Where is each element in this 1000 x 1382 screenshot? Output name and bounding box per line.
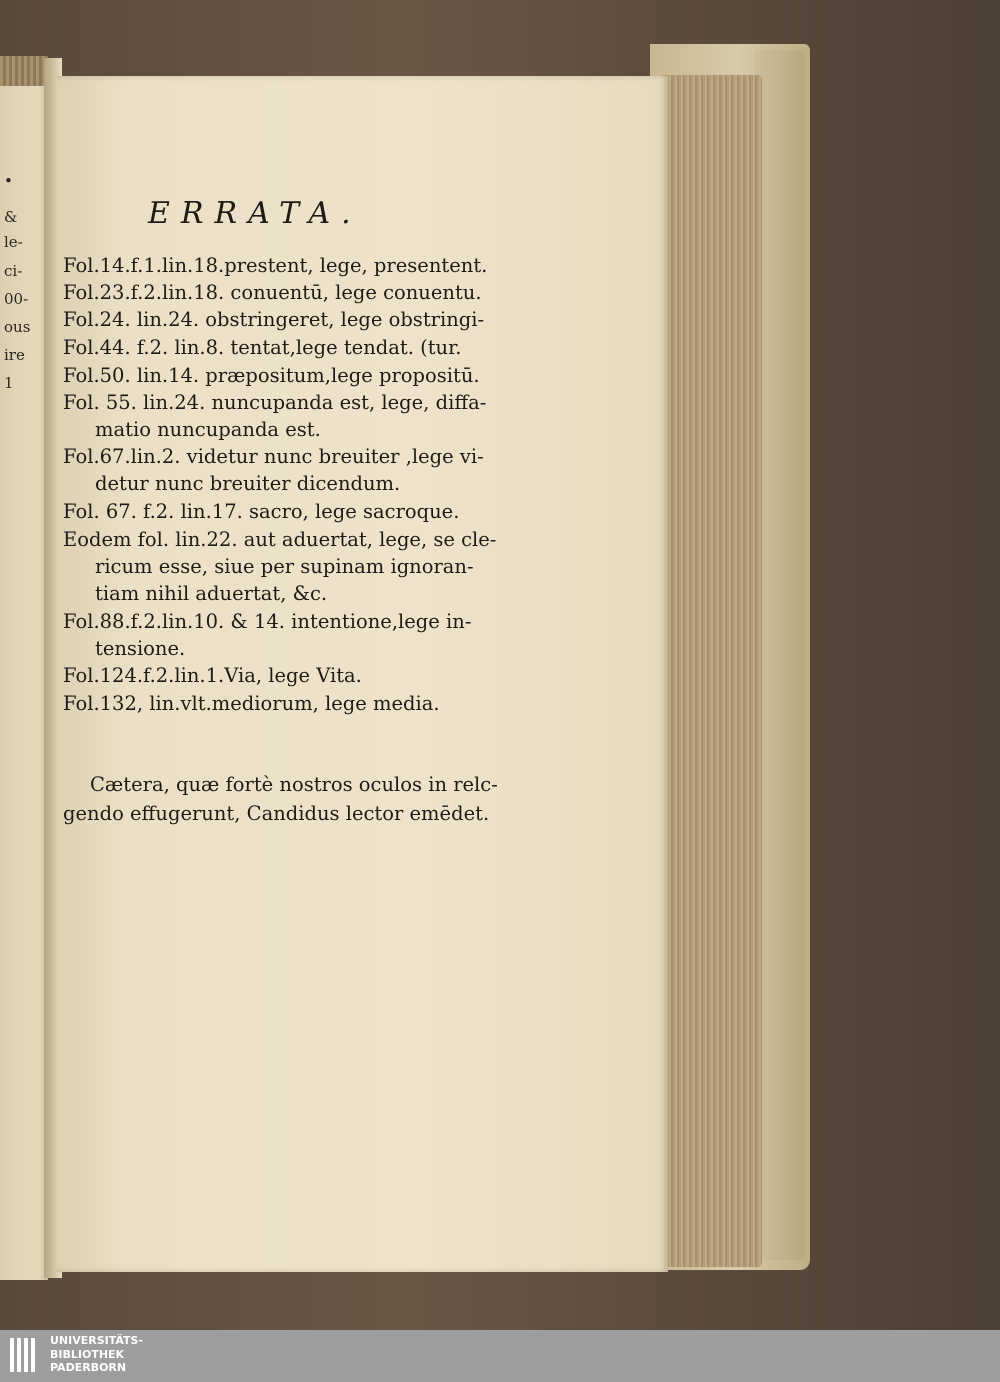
errata-entry: Fol. 67. f.2. lin.17. sacro, lege sacroque. [63,500,460,523]
left-fragment: 00- [4,290,29,308]
closing-line: gendo effugerunt, Candidus lector emēdet. [63,802,490,825]
left-fragment: ci- [4,262,23,280]
errata-entry: Eodem fol. lin.22. aut aduertat, lege, se cle- [63,528,497,551]
left-page-header-band [0,56,48,86]
errata-continuation: tiam nihil aduertat, &c. [95,582,328,605]
errata-continuation: matio nuncupanda est. [95,418,321,441]
left-fragment: 1 [4,374,14,392]
errata-entry: Fol.88.f.2.lin.10. & 14. intentione,lege in- [63,610,472,633]
page-title: ERRATA. [148,196,362,231]
page-edges [662,75,762,1267]
library-logo-icon [10,1338,40,1372]
errata-continuation: tensione. [95,637,186,660]
left-fragment: • [4,172,13,190]
library-name [50,1334,143,1375]
left-fragment: le- [4,233,23,251]
library-footer [0,1330,1000,1382]
errata-entry: Fol.44. f.2. lin.8. tentat,lege tendat. (tur. [63,336,462,359]
left-fragment: ous [4,318,31,336]
closing-line: Cætera, quæ fortè nostros oculos in relc- [90,773,498,796]
errata-entry: Fol.23.f.2.lin.18. conuentū, lege conuentu. [63,281,482,304]
errata-entry: Fol.67.lin.2. videtur nunc breuiter ,lege vi- [63,445,484,468]
cover-edge [755,50,805,1260]
errata-entry: Fol.50. lin.14. præpositum,lege propositū. [63,364,480,387]
errata-entry: Fol.14.f.1.lin.18.prestent, lege, presentent. [63,254,488,277]
left-fragment: & [4,208,18,226]
left-fragment: ire [4,346,25,364]
library-name-line: BIBLIOTHEK [50,1347,125,1361]
errata-entry: Fol.132, lin.vlt.mediorum, lege media. [63,692,440,715]
errata-continuation: detur nunc breuiter dicendum. [95,472,401,495]
errata-entry: Fol.24. lin.24. obstringeret, lege obstringi- [63,308,485,331]
library-name-line: UNIVERSITÄTS- [50,1334,144,1347]
errata-entry: Fol.124.f.2.lin.1.Via, lege Vita. [63,664,362,687]
errata-continuation: ricum esse, siue per supinam ignoran- [95,555,474,578]
library-name-line: PADERBORN [50,1361,127,1374]
errata-entry: Fol. 55. lin.24. nuncupanda est, lege, diffa- [63,391,487,414]
